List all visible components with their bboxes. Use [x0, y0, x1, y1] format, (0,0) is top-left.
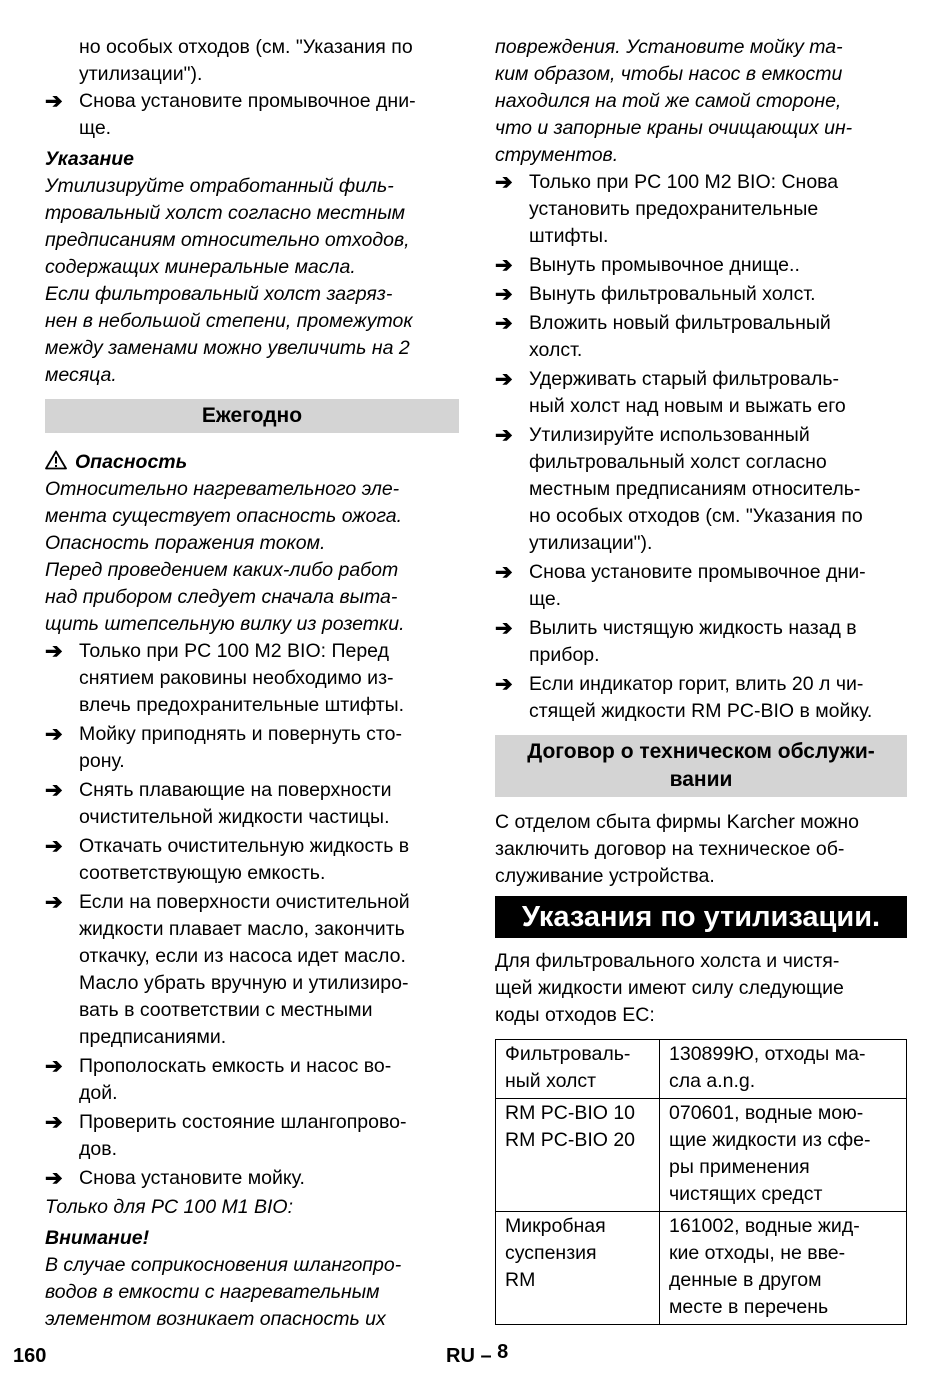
text-line: что и запорные краны очищающих ин-: [495, 117, 853, 139]
cell-line: ры применения: [669, 1156, 810, 1178]
arrow-right-icon: ➔: [495, 424, 513, 447]
table-row: [496, 1099, 907, 1212]
cell-line: кие отходы, не вве-: [669, 1242, 846, 1264]
text-line: щей жидкости имеют силу следующие: [495, 977, 844, 999]
right-column: [495, 34, 907, 1325]
arrow-right-icon: ➔: [495, 312, 513, 335]
text-line: С отделом сбыта фирмы Karcher можно: [495, 811, 859, 833]
text-line: Только при PC 100 M2 BIO: Снова: [529, 171, 839, 193]
section-heading-contract: [495, 735, 907, 797]
cell-line: ный холст: [505, 1070, 597, 1092]
arrow-right-icon: ➔: [495, 368, 513, 391]
bullet-item: [45, 1165, 459, 1192]
text-line: очистительной жидкости частицы.: [79, 806, 390, 828]
arrow-right-icon: ➔: [45, 723, 63, 746]
contract-text: [495, 809, 907, 890]
bullet-item: [495, 559, 907, 613]
sub-page-number: 8: [497, 1341, 509, 1363]
text-line: предписаниям относительно отходов,: [45, 229, 410, 251]
only-m1-note: Только для PC 100 M1 BIO:: [45, 1196, 293, 1218]
text-line: Прополоскать емкость и насос во-: [79, 1055, 392, 1077]
arrow-right-icon: ➔: [45, 779, 63, 802]
text-line: Перед проведением каких-либо работ: [45, 559, 399, 581]
table-cell-code: [660, 1040, 907, 1099]
text-line: ще.: [529, 588, 562, 610]
bullet-item: [495, 281, 907, 308]
text-line: Вынуть фильтровальный холст.: [529, 283, 816, 305]
text-line: Вынуть промывочное днище..: [529, 254, 800, 276]
text-line: Удерживать старый фильтроваль-: [529, 368, 840, 390]
cell-line: 070601, водные мою-: [669, 1102, 864, 1124]
arrow-right-icon: ➔: [495, 561, 513, 584]
text-line: тровальный холст согласно местным: [45, 202, 406, 224]
bullet-item: [45, 638, 459, 719]
arrow-right-icon: ➔: [45, 1111, 63, 1134]
text-line: влечь предохранительные штифты.: [79, 694, 405, 716]
text-line: нен в небольшой степени, промежуток: [45, 310, 413, 332]
text-line: Если на поверхности очистительной: [79, 891, 410, 913]
text-line: Утилизируйте использованный: [529, 424, 810, 446]
text-line: над прибором следует сначала выта-: [45, 586, 398, 608]
text-line: дов.: [79, 1138, 118, 1160]
arrow-right-icon: ➔: [495, 254, 513, 277]
attention-text: [45, 1252, 459, 1333]
text-line: Для фильтровального холста и чистя-: [495, 950, 840, 972]
text-line: ким образом, чтобы насос в емкости: [495, 63, 843, 85]
text-line: стящей жидкости RM PC-BIO в мойку.: [529, 700, 873, 722]
cell-line: сла a.n.g.: [669, 1070, 756, 1092]
text-line: Только при PC 100 M2 BIO: Перед: [79, 640, 389, 662]
arrow-right-icon: ➔: [45, 891, 63, 914]
arrow-right-icon: ➔: [45, 1055, 63, 1078]
table-cell-code: [660, 1212, 907, 1325]
text-line: между заменами можно увеличить на 2: [45, 337, 410, 359]
disposal-text: [495, 948, 907, 1029]
left-bullet-list: [45, 638, 459, 1192]
table-row: [496, 1040, 907, 1099]
text-line: но особых отходов (см. "Указания по: [529, 505, 863, 527]
text-line: но особых отходов (см. "Указания по: [79, 36, 413, 58]
text-line: Если индикатор горит, влить 20 л чи-: [529, 673, 864, 695]
text-line: содержащих минеральные масла.: [45, 256, 356, 278]
language-code: RU: [446, 1345, 475, 1367]
heading-line: вании: [669, 768, 733, 791]
text-line: струментов.: [495, 144, 619, 166]
text-line: прибор.: [529, 644, 600, 666]
text-line: щить штепсельную вилку из розетки.: [45, 613, 405, 635]
bullet-item: [495, 422, 907, 557]
text-line: Вылить чистящую жидкость назад в: [529, 617, 857, 639]
bullet-item: [495, 366, 907, 420]
heading-line: Договор о техническом обслужи-: [527, 740, 875, 763]
bullet-item: [45, 889, 459, 1051]
text-line: снятием раковины необходимо из-: [79, 667, 394, 689]
left-column: [45, 34, 459, 1333]
text-line: откачку, если из насоса идет масло.: [79, 945, 406, 967]
text-line: холст.: [529, 339, 583, 361]
text-line: Масло убрать вручную и утилизиро-: [79, 972, 409, 994]
arrow-right-icon: ➔: [45, 1167, 63, 1190]
cell-line: Фильтроваль-: [505, 1043, 631, 1065]
waste-codes-table: [495, 1039, 907, 1325]
text-line: Если фильтровальный холст загряз-: [45, 283, 393, 305]
text-line: штифты.: [529, 225, 609, 247]
arrow-right-icon: ➔: [495, 673, 513, 696]
table-cell-item: [496, 1099, 660, 1212]
bullet-item: [495, 169, 907, 250]
arrow-right-icon: ➔: [495, 171, 513, 194]
text-line: Снова установите мойку.: [79, 1167, 305, 1189]
text-line: Относительно нагревательного эле-: [45, 478, 400, 500]
text-line: соответствующую емкость.: [79, 862, 326, 884]
text-line: Откачать очистительную жидкость в: [79, 835, 410, 857]
bullet-item: [45, 833, 459, 887]
bullet-item: [45, 1109, 459, 1163]
text-line: рону.: [79, 750, 125, 772]
arrow-right-icon: ➔: [45, 835, 63, 858]
table-cell-item: [496, 1212, 660, 1325]
cell-line: RM PC-BIO 20: [505, 1129, 636, 1151]
text-line: Опасность поражения током.: [45, 532, 326, 554]
text-line: установить предохранительные: [529, 198, 819, 220]
text-line: Вложить новый фильтровальный: [529, 312, 831, 334]
text-line: ный холст над новым и выжать его: [529, 395, 846, 417]
text-line: Снова установите промывочное дни-: [79, 90, 416, 112]
section-heading-disposal: Указания по утилизации.: [495, 896, 907, 938]
text-line: мента существует опасность ожога.: [45, 505, 403, 527]
note-text: [45, 173, 459, 389]
cell-line: денные в другом: [669, 1269, 822, 1291]
page-label: [446, 1341, 509, 1368]
text-line: Проверить состояние шлангопрово-: [79, 1111, 407, 1133]
text-line: утилизации").: [529, 532, 653, 554]
cell-line: месте в перечень: [669, 1296, 829, 1318]
table-cell-item: [496, 1040, 660, 1099]
text-line: фильтровальный холст согласно: [529, 451, 827, 473]
arrow-right-icon: ➔: [45, 640, 63, 663]
text-line: элементом возникает опасность их: [45, 1308, 386, 1330]
bullet-item: [45, 1053, 459, 1107]
arrow-right-icon: ➔: [495, 617, 513, 640]
table-row: [496, 1212, 907, 1325]
text-line: водов в емкости с нагревательным: [45, 1281, 380, 1303]
text-line: вать в соответствии с местными: [79, 999, 373, 1021]
text-line: повреждения. Установите мойку та-: [495, 36, 843, 58]
cell-line: чистящих средст: [669, 1183, 823, 1205]
bullet-item: [45, 721, 459, 775]
bullet-item: [495, 310, 907, 364]
text-line: находился на той же самой стороне,: [495, 90, 842, 112]
bullet-item: [45, 88, 459, 142]
warning-triangle-icon: [45, 450, 67, 470]
arrow-right-icon: ➔: [45, 90, 63, 113]
bullet-item: [45, 777, 459, 831]
text-line: Утилизируйте отработанный филь-: [45, 175, 394, 197]
text-line: дой.: [79, 1082, 118, 1104]
danger-title-row: [45, 449, 459, 476]
attention-title: Внимание!: [45, 1227, 150, 1249]
cell-line: RM: [505, 1269, 536, 1291]
text-line: Снова установите промывочное дни-: [529, 561, 866, 583]
arrow-right-icon: ➔: [495, 283, 513, 306]
text-line: местным предписаниям относитель-: [529, 478, 861, 500]
text-line: Снять плавающие на поверхности: [79, 779, 392, 801]
dash: –: [480, 1345, 492, 1367]
page-number: 160: [13, 1345, 47, 1367]
note-title: Указание: [45, 148, 135, 170]
bullet-item: [495, 615, 907, 669]
text-line: предписаниями.: [79, 1026, 227, 1048]
bullet-item: [495, 671, 907, 725]
danger-title: Опасность: [75, 451, 188, 473]
text-line: жидкости плавает масло, закончить: [79, 918, 405, 940]
text-line: ще.: [79, 117, 112, 139]
section-heading-yearly: Ежегодно: [45, 399, 459, 433]
text-line: Мойку приподнять и повернуть сто-: [79, 723, 402, 745]
cell-line: 130899Ю, отходы ма-: [669, 1043, 866, 1065]
text-line: месяца.: [45, 364, 117, 386]
right-bullet-list: [495, 169, 907, 725]
text-line: заключить договор на техническое об-: [495, 838, 845, 860]
intro-text: [45, 34, 459, 88]
text-line: коды отходов ЕС:: [495, 1004, 655, 1026]
text-line: В случае соприкосновения шлангопро-: [45, 1254, 402, 1276]
cell-line: RM PC-BIO 10: [505, 1102, 636, 1124]
bullet-item: [495, 252, 907, 279]
text-line: утилизации").: [79, 63, 203, 85]
cell-line: Микробная: [505, 1215, 606, 1237]
attention-text-continued: [495, 34, 907, 169]
danger-text: [45, 476, 459, 638]
table-cell-code: [660, 1099, 907, 1212]
cell-line: щие жидкости из сфе-: [669, 1129, 871, 1151]
cell-line: суспензия: [505, 1242, 597, 1264]
cell-line: 161002, водные жид-: [669, 1215, 860, 1237]
text-line: служивание устройства.: [495, 865, 715, 887]
